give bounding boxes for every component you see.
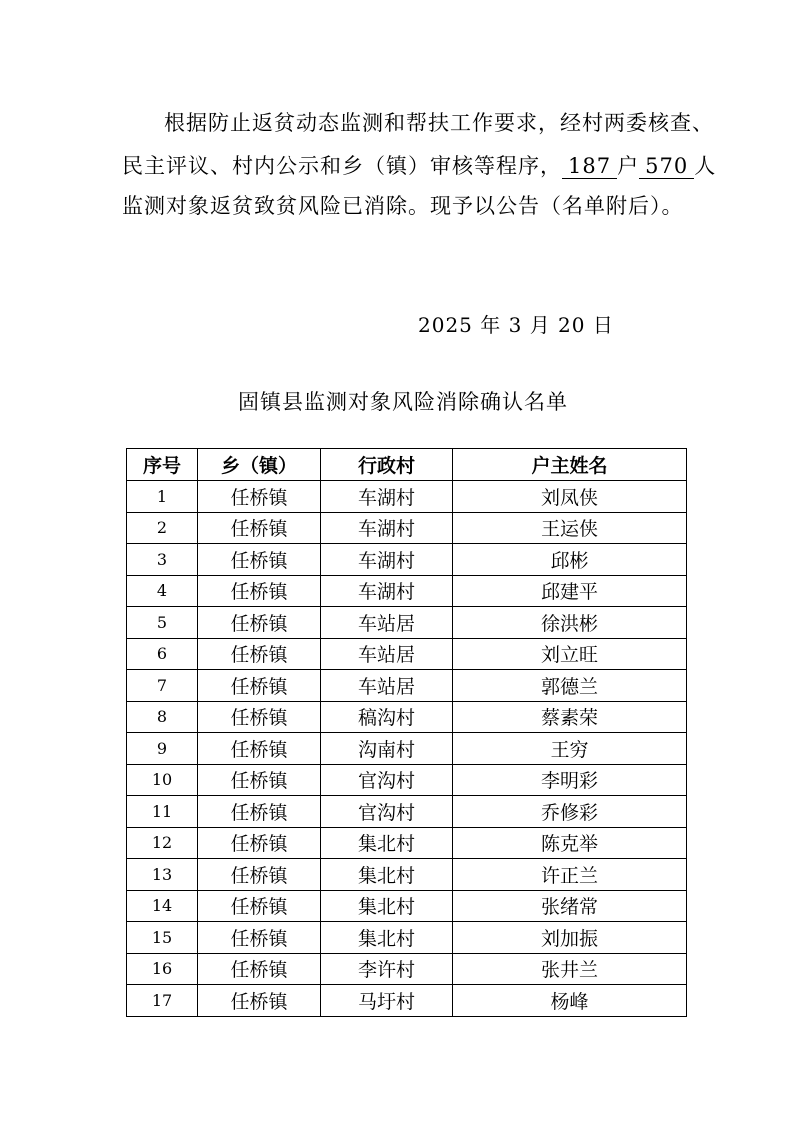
cell-householder: 王穷 [453, 733, 687, 765]
table-row [127, 670, 687, 702]
cell-town: 任桥镇 [198, 922, 321, 954]
cell-town: 任桥镇 [198, 827, 321, 859]
header-town: 乡（镇） [198, 449, 321, 481]
cell-householder: 杨峰 [453, 985, 687, 1017]
cell-index: 2 [127, 512, 198, 544]
cell-town: 任桥镇 [198, 607, 321, 639]
table-header-row [127, 449, 687, 481]
notice-line-1: 根据防止返贫动态监测和帮扶工作要求，经村两委核查、 [164, 111, 714, 135]
cell-index: 7 [127, 670, 198, 702]
notice-line-3: 监测对象返贫致贫风险已消除。现予以公告（名单附后）。 [122, 194, 684, 218]
cell-index: 12 [127, 827, 198, 859]
households-unit: 户 [617, 154, 640, 178]
notice-line-2 [122, 150, 716, 180]
cell-town: 任桥镇 [198, 670, 321, 702]
cell-index: 11 [127, 796, 198, 828]
table-row [127, 607, 687, 639]
cell-householder: 郭德兰 [453, 670, 687, 702]
table-row [127, 733, 687, 765]
cell-village: 车湖村 [321, 544, 453, 576]
table-row [127, 922, 687, 954]
cell-village: 集北村 [321, 859, 453, 891]
cell-village: 李许村 [321, 953, 453, 985]
cell-village: 官沟村 [321, 764, 453, 796]
table-row [127, 575, 687, 607]
table-row [127, 953, 687, 985]
cell-householder: 许正兰 [453, 859, 687, 891]
cell-index: 17 [127, 985, 198, 1017]
cell-householder: 张井兰 [453, 953, 687, 985]
cell-village: 官沟村 [321, 796, 453, 828]
table-row [127, 764, 687, 796]
cell-index: 10 [127, 764, 198, 796]
cell-index: 13 [127, 859, 198, 891]
table-row [127, 481, 687, 513]
table-title: 固镇县监测对象风险消除确认名单 [238, 390, 568, 414]
notice-line-2-text: 民主评议、村内公示和乡（镇）审核等程序， [122, 154, 562, 178]
table-row [127, 890, 687, 922]
notice-date: 2025 年 3 月 20 日 [418, 313, 614, 337]
cell-town: 任桥镇 [198, 859, 321, 891]
cell-householder: 邱建平 [453, 575, 687, 607]
table-row [127, 544, 687, 576]
cell-town: 任桥镇 [198, 890, 321, 922]
cell-village: 集北村 [321, 890, 453, 922]
cell-village: 车湖村 [321, 512, 453, 544]
cell-town: 任桥镇 [198, 544, 321, 576]
cell-index: 9 [127, 733, 198, 765]
table-row [127, 701, 687, 733]
cell-householder: 乔修彩 [453, 796, 687, 828]
cell-householder: 刘凤侠 [453, 481, 687, 513]
header-village: 行政村 [321, 449, 453, 481]
cell-village: 沟南村 [321, 733, 453, 765]
cell-index: 8 [127, 701, 198, 733]
table-row [127, 985, 687, 1017]
header-householder: 户主姓名 [453, 449, 687, 481]
cell-index: 4 [127, 575, 198, 607]
cell-householder: 陈克举 [453, 827, 687, 859]
cell-village: 车湖村 [321, 575, 453, 607]
cell-index: 3 [127, 544, 198, 576]
cell-village: 车站居 [321, 670, 453, 702]
people-count: 570 [639, 155, 694, 179]
cell-householder: 刘立旺 [453, 638, 687, 670]
cell-town: 任桥镇 [198, 733, 321, 765]
cell-index: 5 [127, 607, 198, 639]
table-row [127, 827, 687, 859]
cell-town: 任桥镇 [198, 512, 321, 544]
table-row [127, 638, 687, 670]
cell-householder: 刘加振 [453, 922, 687, 954]
cell-town: 任桥镇 [198, 701, 321, 733]
cell-town: 任桥镇 [198, 638, 321, 670]
cell-householder: 李明彩 [453, 764, 687, 796]
cell-town: 任桥镇 [198, 575, 321, 607]
cell-village: 车湖村 [321, 481, 453, 513]
cell-village: 车站居 [321, 638, 453, 670]
cell-town: 任桥镇 [198, 985, 321, 1017]
cell-householder: 蔡素荣 [453, 701, 687, 733]
cell-index: 6 [127, 638, 198, 670]
cell-index: 14 [127, 890, 198, 922]
cell-householder: 徐洪彬 [453, 607, 687, 639]
cell-householder: 张绪常 [453, 890, 687, 922]
cell-village: 稿沟村 [321, 701, 453, 733]
cell-town: 任桥镇 [198, 764, 321, 796]
cell-index: 1 [127, 481, 198, 513]
cell-village: 马圩村 [321, 985, 453, 1017]
cell-village: 集北村 [321, 922, 453, 954]
household-table [126, 448, 687, 1017]
cell-householder: 王运侠 [453, 512, 687, 544]
cell-index: 16 [127, 953, 198, 985]
people-unit: 人 [694, 154, 717, 178]
cell-index: 15 [127, 922, 198, 954]
cell-village: 车站居 [321, 607, 453, 639]
cell-householder: 邱彬 [453, 544, 687, 576]
table-row [127, 796, 687, 828]
cell-village: 集北村 [321, 827, 453, 859]
table-row [127, 512, 687, 544]
table-row [127, 859, 687, 891]
cell-town: 任桥镇 [198, 953, 321, 985]
cell-town: 任桥镇 [198, 481, 321, 513]
cell-town: 任桥镇 [198, 796, 321, 828]
header-index: 序号 [127, 449, 198, 481]
households-count: 187 [562, 155, 617, 179]
